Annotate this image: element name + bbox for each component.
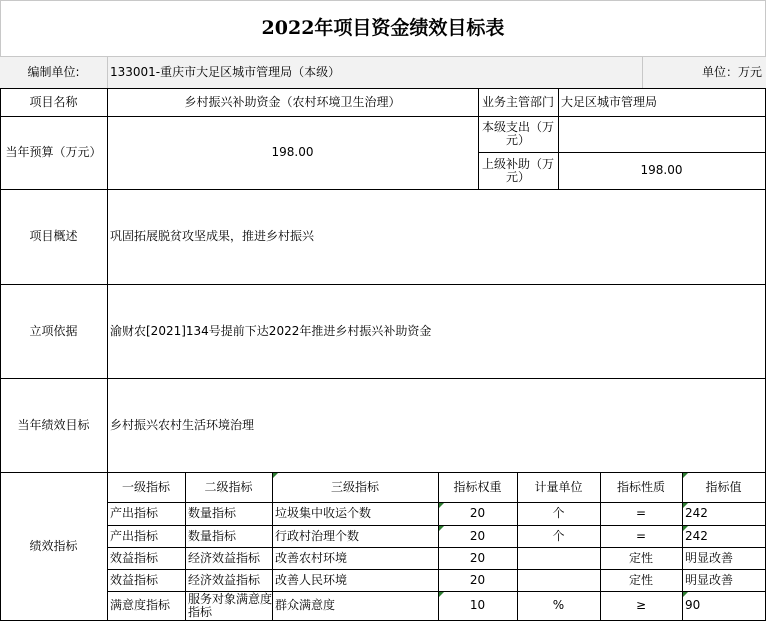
header-value: 指标值 bbox=[705, 479, 742, 494]
table-cell: 群众满意度 bbox=[275, 598, 336, 612]
table-cell: 242 bbox=[685, 506, 708, 520]
table-cell: = bbox=[635, 528, 647, 543]
table-cell: 20 bbox=[469, 550, 486, 565]
table-cell: 20 bbox=[469, 506, 486, 520]
table-cell: 90 bbox=[685, 598, 701, 612]
table-cell: 垃圾集中收运个数 bbox=[275, 506, 372, 520]
table-title: 2022年项目资金绩效目标表 bbox=[261, 16, 505, 39]
upper-subsidy-label: 上级补助（万元） bbox=[481, 156, 554, 184]
table-cell: 个 bbox=[552, 506, 565, 520]
org-label: 编制单位: bbox=[27, 64, 80, 79]
basis-value: 渝财农[2021]134号提前下达2022年推进乡村振兴补助资金 bbox=[110, 323, 432, 338]
header-level1: 一级指标 bbox=[121, 479, 170, 494]
table-cell: 产出指标 bbox=[110, 506, 159, 520]
table-cell: 数量指标 bbox=[188, 528, 237, 543]
basis-label: 立项依据 bbox=[29, 323, 78, 338]
budget-label: 当年预算（万元） bbox=[5, 145, 102, 159]
cell-warning-marker bbox=[683, 526, 688, 531]
org-value: 133001-重庆市大足区城市管理局（本级） bbox=[110, 64, 341, 79]
table-cell: % bbox=[552, 598, 565, 612]
table-cell: 改善农村环境 bbox=[275, 550, 348, 565]
project-name-value: 乡村振兴补助资金（农村环境卫生治理） bbox=[184, 94, 401, 109]
header-unit: 计量单位 bbox=[534, 479, 583, 494]
table-cell: = bbox=[635, 506, 647, 520]
table-cell: 10 bbox=[469, 598, 486, 612]
header-weight: 指标权重 bbox=[453, 479, 502, 494]
table-cell: 产出指标 bbox=[110, 528, 159, 543]
project-name-label: 项目名称 bbox=[29, 94, 78, 109]
cell-warning-marker bbox=[439, 526, 444, 531]
unit-label: 单位：万元 bbox=[701, 64, 762, 79]
table-cell: 定性 bbox=[628, 572, 653, 587]
table-cell: 20 bbox=[469, 572, 486, 587]
table-cell: 经济效益指标 bbox=[188, 572, 261, 587]
cell-warning-marker bbox=[273, 473, 278, 478]
table-cell: 满意度指标 bbox=[110, 598, 171, 612]
table-cell: 个 bbox=[552, 528, 565, 543]
table-cell: 明显改善 bbox=[685, 572, 734, 587]
table-cell: 经济效益指标 bbox=[188, 550, 261, 565]
overview-value: 巩固拓展脱贫攻坚成果，推进乡村振兴 bbox=[110, 229, 315, 243]
table-cell: 定性 bbox=[628, 550, 653, 565]
table-cell: 改善人民环境 bbox=[275, 572, 348, 587]
goal-value: 乡村振兴农村生活环境治理 bbox=[110, 417, 255, 432]
table-cell bbox=[517, 569, 600, 591]
table-cell: 20 bbox=[469, 528, 486, 543]
table-cell: 效益指标 bbox=[110, 572, 159, 587]
own-spend-value bbox=[558, 116, 765, 152]
table-cell: 明显改善 bbox=[685, 550, 734, 565]
table-cell: 242 bbox=[685, 528, 708, 543]
goal-label: 当年绩效目标 bbox=[17, 417, 90, 432]
table-cell bbox=[517, 547, 600, 569]
own-spend-label: 本级支出（万元） bbox=[481, 120, 554, 147]
table-cell: 服务对象满意度指标 bbox=[188, 591, 272, 619]
header-level3: 三级指标 bbox=[330, 479, 379, 494]
cell-warning-marker bbox=[439, 503, 444, 508]
table-cell: 效益指标 bbox=[110, 550, 159, 565]
header-level2: 二级指标 bbox=[204, 479, 253, 494]
table-cell: ≥ bbox=[635, 598, 647, 612]
cell-warning-marker bbox=[683, 503, 688, 508]
indicator-label: 绩效指标 bbox=[29, 539, 78, 553]
budget-value: 198.00 bbox=[271, 145, 314, 159]
overview-label: 项目概述 bbox=[29, 229, 78, 243]
dept-value: 大足区城市管理局 bbox=[561, 94, 658, 109]
dept-label: 业务主管部门 bbox=[481, 94, 554, 109]
cell-warning-marker bbox=[683, 473, 688, 478]
upper-subsidy-value: 198.00 bbox=[640, 163, 683, 177]
table-cell: 数量指标 bbox=[188, 506, 237, 520]
cell-warning-marker bbox=[439, 592, 444, 597]
cell-warning-marker bbox=[683, 592, 688, 597]
header-nature: 指标性质 bbox=[616, 479, 665, 494]
table-cell: 行政村治理个数 bbox=[275, 528, 360, 543]
